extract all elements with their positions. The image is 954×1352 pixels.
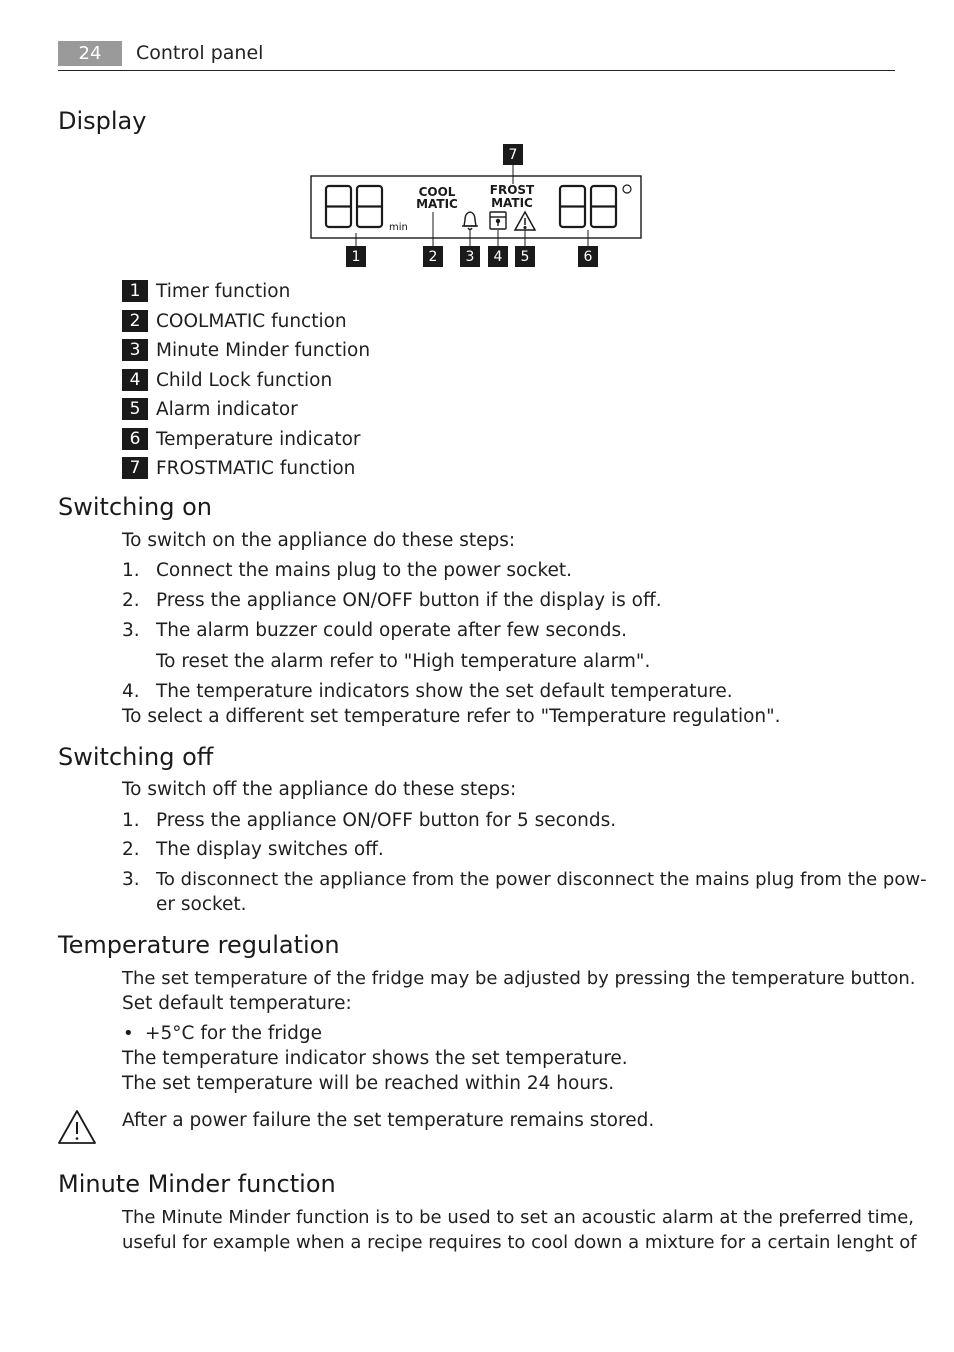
legend-label: Timer function bbox=[156, 280, 291, 302]
legend-label: Temperature indicator bbox=[156, 428, 361, 450]
step-text-continuation: er socket. bbox=[156, 894, 247, 915]
callout-5: 5 bbox=[515, 246, 535, 267]
callout-4: 4 bbox=[488, 246, 508, 267]
display-heading: Display bbox=[58, 107, 147, 135]
switching-on-outro: To select a different set temperature refer to "Temperature regulation". bbox=[122, 706, 781, 727]
legend-label: Alarm indicator bbox=[156, 398, 298, 420]
switching-on-intro: To switch on the appliance do these steps: bbox=[122, 530, 516, 551]
legend-item bbox=[122, 279, 290, 303]
legend-label: Child Lock function bbox=[156, 369, 333, 391]
legend-label: Minute Minder function bbox=[156, 339, 371, 361]
legend-item bbox=[122, 338, 370, 362]
leader-lines bbox=[356, 165, 588, 246]
step-number: 3. bbox=[122, 620, 140, 641]
child-lock-icon bbox=[490, 212, 506, 229]
step-text: The temperature indicators show the set default temperature. bbox=[156, 681, 733, 702]
step-number: 4. bbox=[122, 681, 140, 702]
callout-2: 2 bbox=[423, 246, 443, 267]
timer-digits bbox=[326, 186, 382, 227]
step-text: Press the appliance ON/OFF button for 5 seconds. bbox=[156, 810, 617, 831]
legend-number: 1 bbox=[122, 280, 148, 302]
legend-label: FROSTMATIC function bbox=[156, 457, 356, 479]
legend-number: 2 bbox=[122, 310, 148, 332]
callout-6: 6 bbox=[578, 246, 598, 267]
legend-number: 6 bbox=[122, 428, 148, 450]
legend-number: 3 bbox=[122, 339, 148, 361]
step-number: 2. bbox=[122, 839, 140, 860]
legend-item bbox=[122, 427, 361, 451]
bullet-text: +5°C for the fridge bbox=[145, 1023, 323, 1044]
legend-number: 4 bbox=[122, 369, 148, 391]
callout-7: 7 bbox=[503, 144, 523, 165]
min-label: min bbox=[389, 222, 408, 233]
paragraph: Set default temperature: bbox=[122, 993, 352, 1014]
switching-on-heading: Switching on bbox=[58, 493, 212, 521]
legend-item bbox=[122, 397, 298, 421]
alarm-triangle-icon bbox=[515, 212, 535, 230]
callout-3: 3 bbox=[460, 246, 480, 267]
paragraph: The set temperature of the fridge may be adjusted by pressing the temperature button. bbox=[122, 968, 916, 989]
step-number: 3. bbox=[122, 869, 140, 890]
step-text: To disconnect the appliance from the power disconnect the mains plug from the pow- bbox=[156, 869, 927, 890]
paragraph: The Minute Minder function is to be used to set an acoustic alarm at the preferred time, bbox=[122, 1207, 915, 1228]
frostmatic-label-line1: FROST bbox=[489, 183, 535, 197]
temperature-regulation-heading: Temperature regulation bbox=[58, 931, 340, 959]
header-rule bbox=[58, 70, 895, 71]
page-number: 24 bbox=[58, 41, 122, 66]
legend-item bbox=[122, 368, 332, 392]
switching-off-heading: Switching off bbox=[58, 743, 214, 771]
step-number: 1. bbox=[122, 560, 140, 581]
legend-item bbox=[122, 456, 355, 480]
step-note: To reset the alarm refer to "High temperature alarm". bbox=[156, 651, 651, 672]
coolmatic-label-line2: MATIC bbox=[416, 197, 458, 211]
frostmatic-label-line2: MATIC bbox=[491, 196, 533, 210]
step-text: Connect the mains plug to the power socket. bbox=[156, 560, 573, 581]
degree-symbol bbox=[623, 185, 631, 193]
callout-1: 1 bbox=[346, 246, 366, 267]
paragraph: The set temperature will be reached within 24 hours. bbox=[122, 1073, 615, 1094]
bell-icon bbox=[462, 212, 478, 230]
step-text: Press the appliance ON/OFF button if the display is off. bbox=[156, 590, 662, 611]
minute-minder-heading: Minute Minder function bbox=[58, 1170, 336, 1198]
switching-off-intro: To switch off the appliance do these steps: bbox=[122, 779, 517, 800]
legend-number: 7 bbox=[122, 457, 148, 479]
step-number: 2. bbox=[122, 590, 140, 611]
step-text: The alarm buzzer could operate after few seconds. bbox=[156, 620, 627, 641]
step-number: 1. bbox=[122, 810, 140, 831]
paragraph: useful for example when a recipe requires to cool down a mixture for a certain lenght of bbox=[122, 1232, 917, 1253]
temperature-digits bbox=[560, 186, 616, 227]
warning-triangle-icon bbox=[56, 1108, 98, 1146]
paragraph: The temperature indicator shows the set temperature. bbox=[122, 1048, 628, 1069]
step-text: The display switches off. bbox=[156, 839, 384, 860]
legend-number: 5 bbox=[122, 398, 148, 420]
legend-label: COOLMATIC function bbox=[156, 310, 347, 332]
running-header-title: Control panel bbox=[136, 42, 264, 64]
warning-text: After a power failure the set temperature remains stored. bbox=[122, 1110, 655, 1131]
legend-item bbox=[122, 309, 347, 333]
coolmatic-label-line1: COOL bbox=[418, 185, 456, 199]
bullet-dot: • bbox=[123, 1023, 134, 1044]
